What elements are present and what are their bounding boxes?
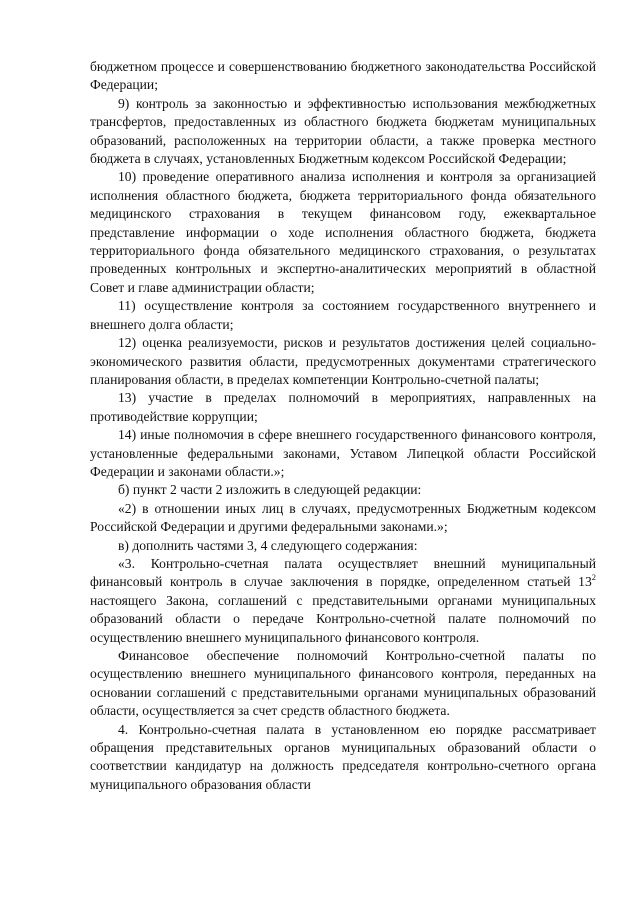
part-3-text-after: настоящего Закона, соглашений с представительными органами муниципальных образований области о передаче Контрольно-счетной палате полномочий по осуществлению внешнего муниципального финансового контроля. bbox=[90, 592, 596, 645]
paragraph-amendment-v: в) дополнить частями 3, 4 следующего содержания: bbox=[118, 537, 418, 553]
article-superscript: 2 bbox=[591, 572, 596, 583]
paragraph-amendment-b: б) пункт 2 части 2 изложить в следующей редакции: bbox=[118, 482, 422, 498]
paragraph-item-12: 12) оценка реализуемости, рисков и результатов достижения целей социально-экономического развития области, предусмотренных документами стратегического планирования области, в пределах компетенции Контрольно-счетной палаты; bbox=[90, 335, 596, 387]
paragraph-financial-support: Финансовое обеспечение полномочий Контрольно-счетной палаты по осуществлению внешнего муниципального финансового контроля, переданных на основании соглашений с представительными органами муниципальных образований области, осуществляется за счет средств областного бюджета. bbox=[90, 648, 596, 719]
paragraph-item-14: 14) иные полномочия в сфере внешнего государственного финансового контроля, установленные федеральными законами, Уставом Липецкой области Российской Федерации и законами области.»; bbox=[90, 427, 596, 479]
paragraph-item-11: 11) осуществление контроля за состоянием государственного внутреннего и внешнего долга области; bbox=[90, 298, 596, 332]
paragraph-part-3 bbox=[90, 555, 596, 647]
paragraph-item-13: 13) участие в пределах полномочий в мероприятиях, направленных на противодействие коррупции; bbox=[90, 390, 596, 424]
part-3-text-before: «3. Контрольно-счетная палата осуществляет внешний муниципальный финансовый контроль в случае заключения в порядке, определенном статьей 13 bbox=[90, 555, 596, 590]
paragraph-item-10: 10) проведение оперативного анализа исполнения и контроля за организацией исполнения областного бюджета, бюджета территориального фонда обязательного медицинского страхования в текущем финансовом году, ежеквартальное представление информации о ходе исполнения областного бюджета, бюджета территориального фонда обязательного медицинского страхования, о результатах проведенных контрольных и экспертно-аналитических мероприятий в областной Совет и главе администрации области; bbox=[90, 169, 596, 295]
paragraph-budget-process-end: бюджетном процессе и совершенствованию бюджетного законодательства Российской Федерации; bbox=[90, 59, 596, 93]
document-page bbox=[90, 58, 596, 794]
paragraph-item-2-new: «2) в отношении иных лиц в случаях, предусмотренных Бюджетным кодексом Российской Федерации и другими федеральными законами.»; bbox=[90, 500, 596, 535]
paragraph-item-9: 9) контроль за законностью и эффективностью использования межбюджетных трансфертов, предоставленных из областного бюджета бюджетам муниципальных образований, расположенных на территории области, а также проверка местного бюджета в случаях, установленных Бюджетным кодексом Российской Федерации; bbox=[90, 95, 596, 167]
paragraph-part-4: 4. Контрольно-счетная палата в установленном ею порядке рассматривает обращения представительных органов муниципальных образований области о соответствии кандидатур на должность председателя контрольно-счетного органа муниципального образования области bbox=[90, 721, 596, 792]
